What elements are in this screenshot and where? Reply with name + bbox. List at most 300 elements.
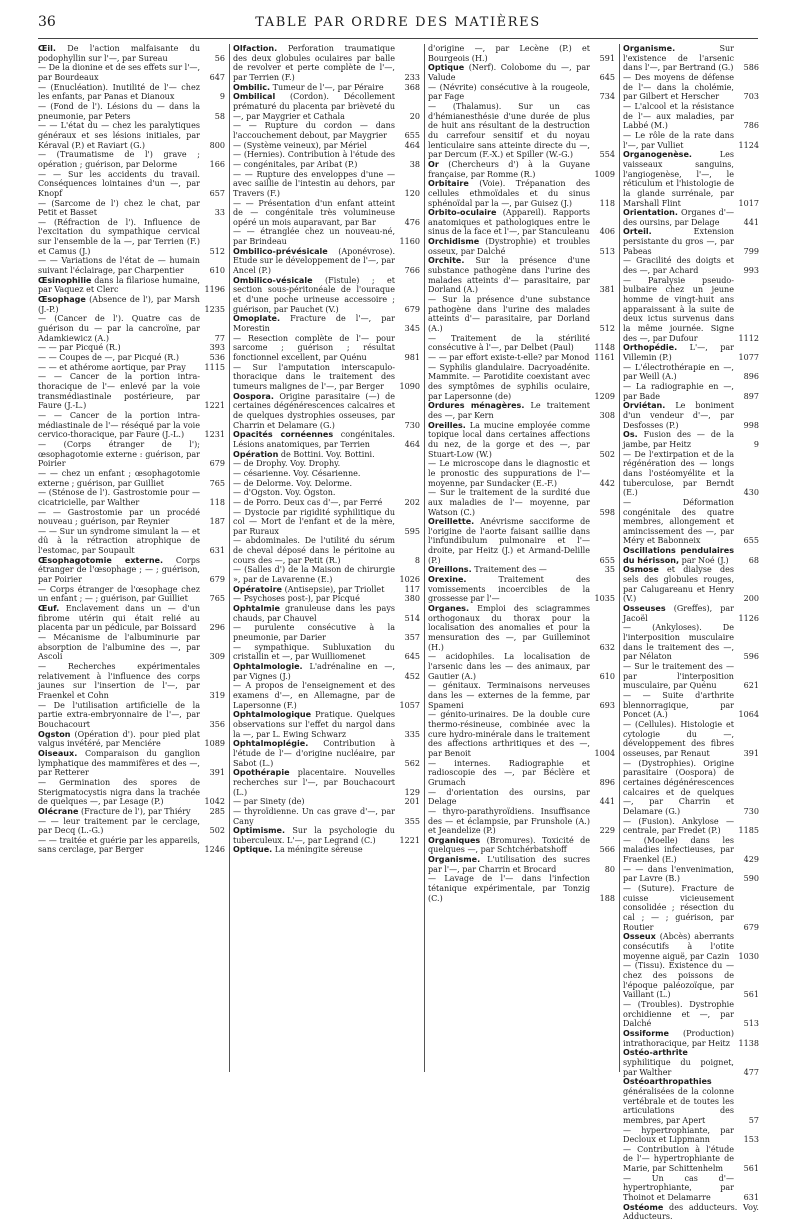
entry-page-number: 391 (209, 768, 225, 778)
entry-text (428, 160, 590, 179)
entry-text (428, 836, 590, 855)
index-entry (623, 102, 759, 131)
entry-page-number: 391 (743, 748, 759, 758)
entry-page-number: 1090 (399, 381, 420, 391)
index-entry (623, 1077, 759, 1125)
entry-page-number: 800 (209, 140, 225, 150)
entry-page-number: 477 (743, 1067, 759, 1077)
entry-text (428, 208, 590, 237)
column-divider (424, 44, 425, 1072)
entry-page-number: 1221 (204, 401, 225, 411)
index-entry (233, 479, 420, 489)
entry-text (623, 662, 734, 691)
entry-body: et dialyse des sels des globules rouges, par Calugareanu et Henry (V.) (623, 565, 734, 604)
index-entry (428, 788, 615, 807)
entry-text (623, 343, 734, 362)
entry-page-number: 166 (209, 159, 225, 169)
entry-text (623, 450, 734, 498)
index-entry (428, 807, 615, 836)
entry-page-number: 1124 (738, 140, 759, 150)
entry-text (233, 681, 395, 710)
entry-body: généralisées de la colonne vertébrale et de toutes les articulations des membres, par Apert (623, 1086, 734, 1125)
entry-page-number: 1017 (738, 198, 759, 208)
entry-page-number: 734 (599, 92, 615, 102)
index-entry (428, 363, 615, 402)
index-entry (623, 256, 759, 275)
entry-text (428, 256, 590, 295)
entry-headword: Orteil. (623, 227, 652, 237)
index-entry (38, 440, 225, 469)
entry-page-number: 68 (748, 555, 759, 565)
entry-page-number: 1115 (204, 362, 225, 372)
entry-body: — Paralysie pseudo-bulbaire chez un jeune homme de vingt-huit ans apparaissant à la suite de deux ictus survenus dans la même journée. Signe des —, par Dufour (623, 275, 734, 343)
index-entry (38, 527, 225, 556)
entry-page-number: 1209 (594, 391, 615, 401)
entry-headword: Ostéoarthropathies (623, 1077, 712, 1087)
index-entry (38, 314, 225, 343)
entry-headword: Os. (623, 430, 638, 440)
entry-body: — (Réfraction de l'). Influence de l'excitation du sympathique cervical sur l'ensemble de la —, par Terrien (F.) et Camus (J.) (38, 217, 200, 256)
entry-body: — Mécanisme de l'albuminurie par absorption de l'albumine des —, par Ascoli (38, 633, 200, 662)
index-entry (623, 276, 759, 344)
entry-text (38, 488, 200, 507)
entry-text (233, 710, 395, 739)
entry-headword: Optique (428, 63, 465, 73)
entry-page-number: 117 (404, 584, 420, 594)
entry-body: Traitement des — (474, 565, 547, 575)
entry-body: (Greffes), par Jacoël (623, 604, 734, 623)
entry-text (38, 343, 200, 353)
entry-body: Enclavement dans un — d'un fibrome utérin qui était relié au placenta par un pédicule, par Boissard (38, 604, 201, 633)
entry-body: — — Sur les accidents du travail. Conséquences lointaines d'un —, par Knopf (38, 169, 200, 198)
entry-page-number: 296 (209, 623, 225, 633)
entry-body: — Contribution à l'étude de l'— hypertrophiante de Marie, par Schittenhelm (623, 1144, 734, 1174)
entry-page-number: 187 (209, 517, 225, 527)
entry-text (233, 469, 420, 479)
entry-text (623, 1077, 734, 1125)
entry-headword: Orchidisme (428, 237, 480, 247)
entry-body: — — Suite d'arthrite blennorragique, par Poncet (A.) (623, 690, 734, 720)
entry-page-number: 981 (404, 353, 420, 362)
index-entry (623, 1029, 759, 1048)
entry-page-number: 561 (743, 1164, 759, 1174)
column-divider (229, 44, 230, 1072)
entry-headword: Osmose (623, 565, 659, 575)
entry-page-number: 1026 (399, 575, 420, 585)
entry-page-number: 357 (404, 633, 420, 643)
entry-text (38, 353, 200, 363)
index-entry (428, 488, 615, 517)
entry-text (623, 131, 734, 150)
entry-page-number: 502 (209, 826, 225, 836)
entry-body: — — L'état du — chez les paralytiques généraux et ses lésions initiales, par Kéraval (P.) et Raviart (G.) (38, 121, 200, 150)
entry-text (38, 170, 200, 199)
entry-text (38, 83, 200, 102)
entry-text (233, 797, 395, 807)
index-entry (623, 1145, 759, 1174)
index-entry (623, 884, 759, 932)
entry-body: — Le rôle de la rate dans l'—, par Vulliet (623, 130, 734, 150)
entry-page-number: 200 (743, 594, 759, 604)
index-entry (623, 363, 759, 382)
entry-text (38, 817, 200, 836)
entry-body: — — Rupture du cordon — dans l'accouchement debout, par Maygrier (233, 121, 395, 140)
index-entry (623, 1000, 759, 1029)
entry-page-number: 309 (209, 652, 225, 662)
entry-text (623, 150, 734, 208)
entry-body: — (Enucléation). Inutilité de l'— chez les enfants, par Panas et Dianoux (38, 82, 200, 102)
entry-body: Tumeur de l'—, par Péraire (272, 82, 384, 92)
entry-body: — (Névrite) consécutive à la rougeole, par Fage (428, 82, 590, 102)
entry-body: — La radiographie en —, par Bade (623, 381, 734, 401)
index-entry (428, 208, 615, 237)
entry-headword: Organes. (428, 604, 470, 614)
index-entry (38, 488, 225, 507)
entry-page-number: 442 (599, 478, 615, 488)
index-entry (233, 826, 420, 845)
index-column-2 (233, 44, 420, 855)
entry-page-number: 586 (743, 63, 759, 73)
index-entry (623, 720, 759, 759)
entry-text (38, 276, 200, 295)
entry-text (233, 83, 395, 93)
entry-text (623, 1203, 759, 1222)
index-entry (428, 759, 615, 788)
entry-text (428, 652, 590, 681)
entry-page-number: 590 (743, 874, 759, 884)
entry-body: — purulente consécutive à la pneumonie, par Darier (233, 623, 395, 643)
entry-page-number: 1009 (594, 169, 615, 179)
entry-page-number: 512 (209, 246, 225, 256)
entry-text (623, 227, 734, 256)
entry-body: — — par Picqué (R.) (38, 343, 121, 353)
entry-text (38, 44, 200, 63)
entry-page-number: 1148 (594, 343, 615, 353)
entry-body: La méningite séreuse (274, 845, 363, 855)
entry-body: — — Coupes de —, par Picqué (R.) (38, 353, 180, 362)
entry-body: (Bromures). Toxicité de quelques —, par Schtchérbatshoff (428, 835, 591, 855)
entry-body: — Des moyens de défense de l'— dans la cholémie, par Gilbert et Herscher (623, 72, 734, 102)
entry-page-number: 561 (743, 990, 759, 1000)
entry-page-number: 429 (743, 855, 759, 865)
entry-text (623, 759, 734, 817)
entry-text (38, 730, 200, 749)
entry-page-number: 476 (404, 217, 420, 227)
index-entry (38, 256, 225, 275)
index-entry (233, 565, 420, 584)
entry-body: L'adrénaline en —, par Vignes (J.) (233, 662, 395, 681)
entry-body: Extension persistante du gros —, par Pabeas (623, 227, 734, 256)
entry-text (38, 363, 200, 373)
column-divider (619, 44, 620, 1072)
entry-headword: Organisme. (623, 44, 676, 53)
entry-body: Comparaison du ganglion lymphatique des mammifères et des —, par Retterer (38, 748, 200, 778)
entry-page-number: 9 (219, 92, 225, 102)
index-entry (38, 604, 225, 633)
entry-text (428, 488, 590, 517)
entry-body: — De l'extirpation et de la régénération des — longs dans l'ostéomyélite et la tuberculose, par Berndt (E.) (623, 449, 734, 498)
entry-text (428, 459, 590, 488)
entry-body: — Déformation congénitale des quatre membres, allongement et amincissement des —, par Méry et Babonneix (623, 497, 734, 546)
entry-text (623, 73, 734, 102)
entry-text (38, 556, 200, 585)
entry-body: placentaire. Nouvelles recherches sur l'—, par Bouchacourt (L.) (233, 768, 396, 797)
entry-body: — thyroïdienne. Un cas grave d'—, par Cany (233, 806, 395, 826)
entry-headword: Opacités cornéennes (233, 430, 334, 440)
entry-page-number: 319 (209, 690, 225, 700)
entry-page-number: 693 (599, 700, 615, 710)
index-entry (38, 817, 225, 836)
entry-text (623, 1000, 734, 1029)
entry-body: — (Troubles). Dystrophie orchidienne et —, par Dalché (623, 999, 734, 1029)
entry-page-number: 631 (209, 546, 225, 556)
entry-text (38, 633, 200, 662)
entry-page-number: 632 (599, 642, 615, 652)
entry-page-number: 993 (743, 266, 759, 276)
entry-text (428, 788, 590, 807)
entry-text (233, 536, 395, 565)
entry-body: — Un cas d'— hypertrophiante, par Thoinot et Delamarre (623, 1173, 734, 1203)
entry-body: (Opération d'). pour pied plat valgus invétéré, par Menciére (38, 729, 200, 749)
entry-body: — Sur la présence d'une substance pathogène dans l'urine des malades atteints d'— parasitaire, par Dorland (A.) (428, 295, 590, 334)
index-entry (623, 401, 759, 430)
entry-page-number: 38 (409, 159, 420, 169)
entry-body: — — traitée et guérie par les appareils, sans cerclage, par Berger (38, 835, 200, 855)
entry-body: — L'alcool et la résistance de l'— aux maladies, par Labbé (M.) (623, 101, 734, 131)
entry-page-number: 631 (743, 1193, 759, 1203)
entry-page-number: 452 (404, 671, 420, 681)
entry-text (233, 662, 395, 681)
entry-text (38, 749, 200, 778)
index-entry (428, 237, 615, 256)
entry-page-number: 655 (743, 536, 759, 546)
entry-body: Corps étranger de l'œsophage ; — ; guérison, par Poirier (38, 555, 200, 585)
entry-headword: Orbito-oculaire (428, 208, 497, 218)
index-entry (38, 121, 225, 150)
entry-page-number: 1035 (594, 594, 615, 604)
entry-text (233, 199, 395, 228)
index-entry (623, 498, 759, 546)
entry-text (233, 314, 395, 333)
entry-body: — de Delorme. Voy. Delorme. (233, 478, 353, 488)
entry-text (428, 63, 590, 82)
index-entry (233, 150, 420, 169)
index-entry (428, 652, 615, 681)
entry-page-number: 1126 (738, 613, 759, 623)
entry-page-number: 610 (209, 266, 225, 276)
entry-page-number: 9 (753, 439, 759, 449)
entry-text (233, 430, 395, 449)
entry-page-number: 679 (209, 459, 225, 469)
entry-page-number: 8 (414, 555, 420, 565)
index-entry (38, 836, 225, 855)
entry-body: de Bottini. Voy. Bottini. (280, 449, 375, 459)
entry-page-number: 118 (209, 497, 225, 507)
entry-text (233, 845, 420, 855)
entry-page-number: 406 (599, 227, 615, 237)
entry-page-number: 513 (599, 246, 615, 256)
entry-text (623, 623, 734, 662)
header-rule (38, 38, 758, 39)
index-entry (428, 855, 615, 874)
index-entry (428, 401, 615, 420)
index-entry (233, 141, 420, 151)
entry-page-number: 1004 (594, 748, 615, 758)
index-column-3 (428, 44, 615, 903)
entry-page-number: 1030 (738, 951, 759, 961)
entry-text (38, 411, 200, 440)
entry-body: — génitaux. Terminaisons nerveuses dans les — externes de la femme, par Spameni (428, 681, 590, 710)
index-entry (623, 691, 759, 720)
index-entry (38, 807, 225, 817)
entry-body: (Production) intrathoracique, par Heitz (623, 1028, 734, 1048)
running-header (38, 10, 758, 36)
index-entry (623, 1126, 759, 1145)
entry-page-number: 1231 (204, 430, 225, 440)
entry-text (38, 527, 200, 556)
entry-body: Contribution à l'étude de l'— d'origine nucléaire, par Sabot (L.) (233, 739, 395, 768)
entry-text (233, 594, 395, 604)
entry-text (233, 565, 395, 584)
entry-text (623, 1048, 734, 1077)
entry-page-number: 1235 (204, 304, 225, 314)
index-entry (38, 170, 225, 199)
entry-text (233, 488, 420, 498)
index-entry (623, 208, 759, 227)
entry-page-number: 765 (209, 594, 225, 604)
entry-body: — A propos de l'enseignement et des examens d'—, en Allemagne, par de Lapersonne (F.) (233, 681, 395, 710)
entry-body: — génito-urinaires. De la double cure thermo-résineuse, combinée avec la cure hydro-minérale dans le traitement des affections arthritiques et des —, par Benoit (428, 710, 590, 758)
index-entry (38, 353, 225, 363)
entry-headword: Ombilico-prévésicale (233, 246, 328, 256)
index-entry (38, 469, 225, 488)
entry-text (233, 459, 420, 469)
entry-body: — Recherches expérimentales relativement à l'influence des corps jaunes sur l'insertion de l'—, par Fraenkel et Cohn (38, 662, 200, 700)
entry-body: — Sur l'amputation interscapulo-thoracique dans le traitement des tumeurs malignes de l'—, par Berger (233, 362, 395, 391)
entry-page-number: 1077 (738, 353, 759, 362)
entry-headword: Orientation. (623, 208, 678, 218)
index-entry (233, 363, 420, 392)
entry-body: — Syphilis glandulaire. Dacryoadénite. Mammite. — Parotidite coexistant avec des symptômes de syphilis oculaire, par Lapersonne (de) (428, 362, 590, 401)
entry-text (38, 469, 200, 488)
index-entry (428, 179, 615, 208)
entry-page-number: 610 (599, 671, 615, 681)
entry-body: dans la filariose humaine, par Vaquez et Clerc (38, 275, 200, 295)
entry-body: — césarienne. Voy. Césarienne. (233, 468, 361, 478)
entry-page-number: 355 (404, 816, 420, 826)
entry-headword: Oscillations pendulaires du hérisson, (623, 546, 734, 565)
index-entry (623, 604, 759, 623)
entry-text (623, 546, 734, 565)
index-entry (233, 488, 420, 498)
entry-text (233, 44, 395, 83)
index-entry (38, 83, 225, 102)
entry-text (233, 170, 395, 199)
entry-body: (Dystrophie) et troubles osseux, par Dalché (428, 237, 591, 256)
entry-body: — — Cancer de la portion intra-médiastinale de l'— réséqué par la voie cervico-thoracique, par Faure (J.-L.) (38, 410, 200, 440)
entry-page-number: 1057 (399, 700, 420, 710)
entry-page-number: 897 (743, 391, 759, 401)
index-entry (38, 662, 225, 701)
index-entry (623, 865, 759, 884)
entry-body: — Traitement de la stérilité consécutive à l'—, par Delbet (Paul) (428, 333, 590, 353)
entry-text (623, 1029, 734, 1048)
entry-text (623, 1145, 734, 1174)
entry-text (233, 227, 395, 246)
entry-text (428, 44, 590, 63)
index-entry (623, 662, 759, 691)
entry-body: — Lavage de l'— dans l'infection tétanique expérimentale, par Tonzig (C.) (428, 874, 590, 903)
entry-text (428, 363, 590, 402)
index-entry (428, 334, 615, 353)
entry-page-number: 430 (743, 488, 759, 498)
index-entry (623, 759, 759, 817)
entry-page-number: 679 (404, 304, 420, 314)
entry-page-number: 502 (599, 449, 615, 459)
entry-body: granuleuse dans les pays chauds, par Chauvel (233, 604, 395, 623)
entry-body: des adducteurs. Voy. Adducteurs. (623, 1202, 759, 1222)
entry-headword: Ophtalmoplégie. (233, 739, 309, 749)
entry-page-number: 188 (599, 893, 615, 903)
index-entry (623, 150, 759, 208)
entry-text (38, 508, 200, 527)
page-number: 36 (38, 14, 56, 30)
entry-body: — Gracilité des doigts et des —, par Achard (623, 256, 734, 276)
entry-text (38, 102, 200, 121)
entry-text (233, 479, 420, 489)
entry-text (233, 276, 395, 315)
entry-text (623, 604, 734, 623)
entry-page-number: 80 (604, 864, 615, 874)
entry-body: — de Drophy. Voy. Drophy. (233, 459, 341, 469)
entry-text (623, 817, 734, 836)
entry-headword: Œsinophilie (38, 275, 92, 285)
entry-body: Sur la psychologie du tuberculeux. L'—, par Legrand (C.) (233, 826, 395, 845)
entry-text (233, 585, 395, 595)
entry-body: Emploi des sciagrammes orthogonaux du thorax pour la localisation des anomalies et pour la mensuration des —, par Guilleminot (H.) (428, 604, 591, 652)
entry-text (233, 92, 395, 121)
entry-page-number: 591 (599, 53, 615, 63)
entry-page-number: 380 (404, 594, 420, 604)
entry-body: — internes. Radiographie et radioscopie des —, par Béclère et Grumach (428, 758, 590, 787)
entry-page-number: 799 (743, 246, 759, 256)
entry-body: La mucine employée comme topique local dans certaines affections du nez, de la gorge et des —, par Stuart-Low (W.) (428, 420, 590, 459)
entry-body: — — Gastrostomie par un procédé nouveau ; guérison, par Reynier (38, 507, 200, 527)
entry-page-number: 20 (409, 111, 420, 121)
entry-body: — — Cancer de la portion intra-thoracique de l'— enlevé par la voie transmédiastinale postérieure, par Faure (J.-L.) (38, 372, 200, 411)
entry-body: Les vaisseaux sanguins, l'angiogenèse, l'—, le réticulum et l'histologie de la glande surrénale, par Marshall Flint (623, 150, 734, 208)
entry-page-number: 33 (214, 208, 225, 218)
entry-text (38, 836, 200, 855)
entry-page-number: 512 (599, 324, 615, 334)
entry-body: — (Corps étranger de l'); œsophagotomie externe : guérison, par Poirier (38, 439, 200, 469)
index-entry (428, 256, 615, 295)
entry-page-number: 285 (209, 806, 225, 816)
entry-page-number: 335 (404, 729, 420, 739)
entry-body: — (Thalamus). Sur un cas d'hémianesthésie d'une durée de plus de huit ans résultant de la destruction du carrefour sensitif et du noyau lenticulaire sans atteinte directe du —, par Dercum (F.-X.) et Spiller (W.-G.) (428, 101, 590, 160)
entry-text (428, 179, 590, 208)
entry-headword: Oreillette. (428, 517, 475, 527)
entry-text (428, 237, 590, 256)
entry-text (623, 276, 734, 344)
entry-page-number: 118 (599, 198, 615, 208)
entry-text (38, 440, 200, 469)
entry-page-number: 896 (599, 777, 615, 787)
entry-page-number: 998 (743, 420, 759, 430)
entry-body: (Abcès) aberrants consécutifs à l'otite moyenne aiguë, par Cazin (623, 932, 734, 961)
entry-text (428, 807, 590, 836)
entry-page-number: 566 (599, 845, 615, 855)
